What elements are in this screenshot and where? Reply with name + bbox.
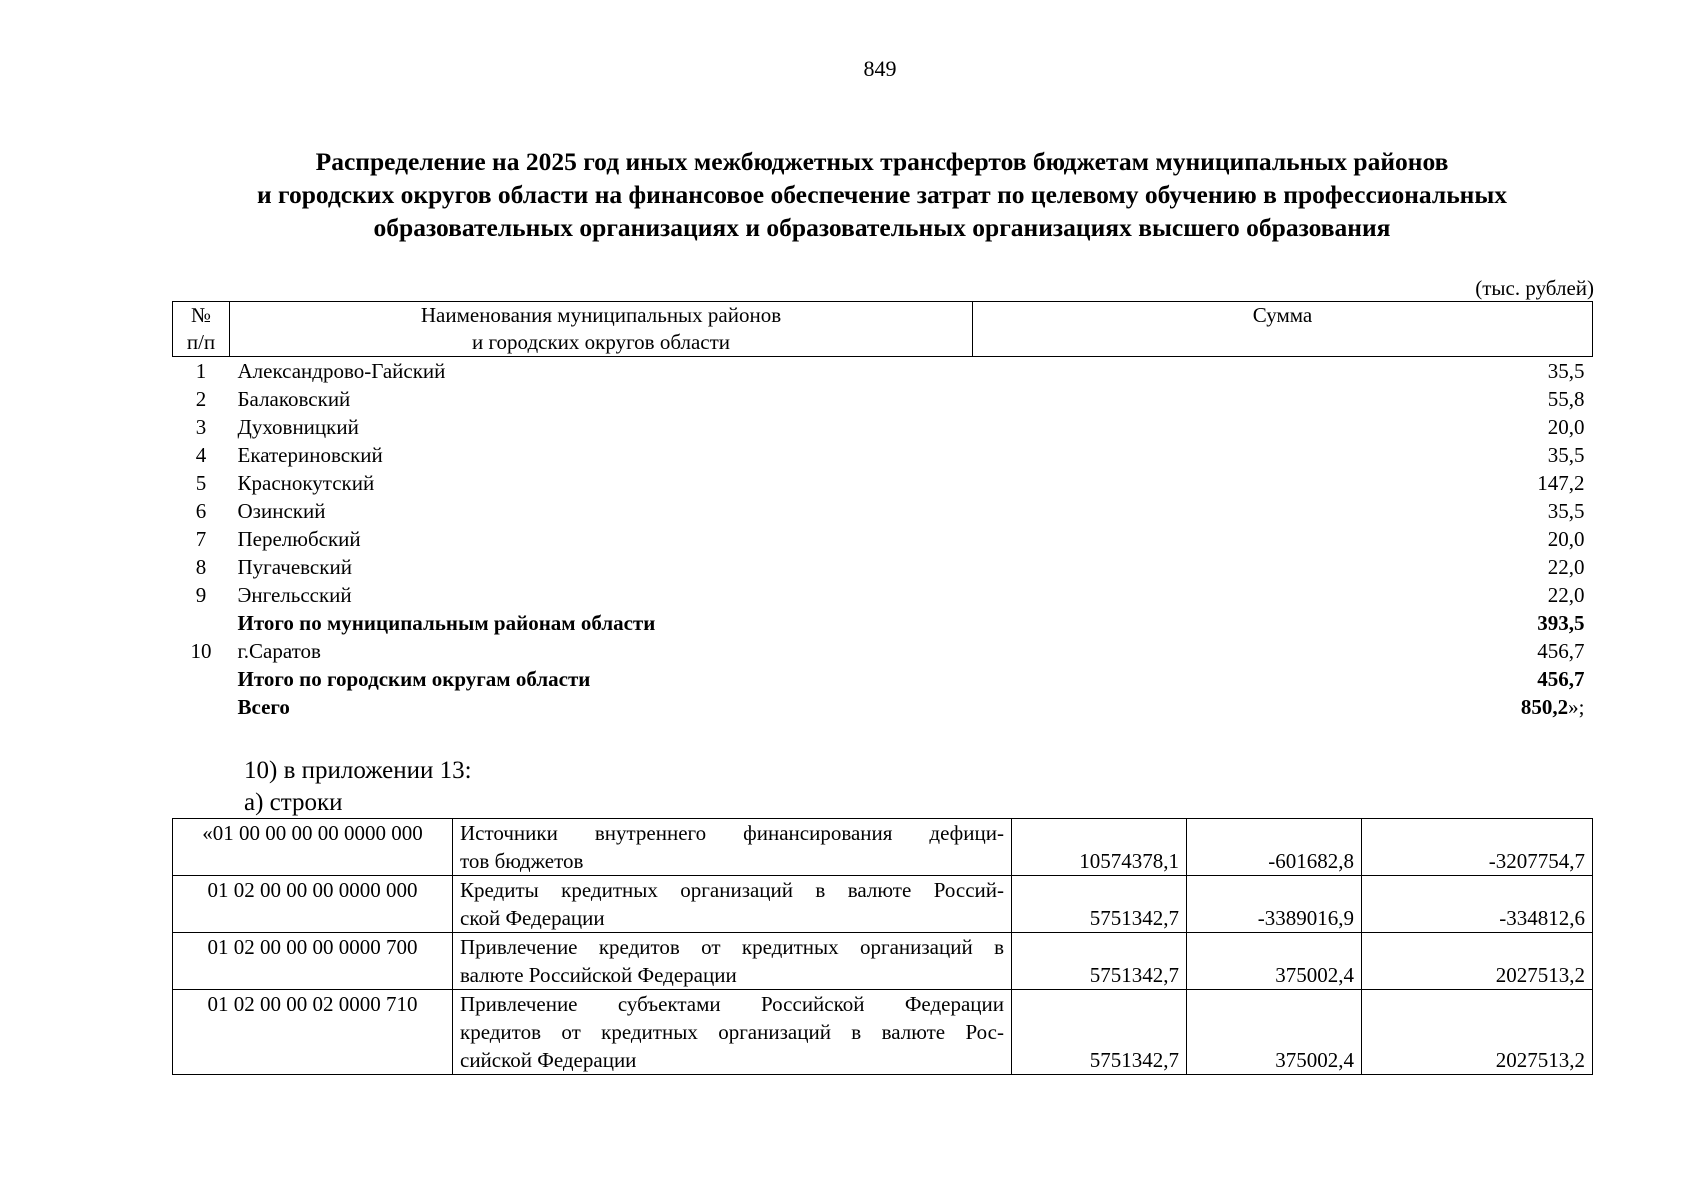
row-number: 10 <box>190 639 212 663</box>
table-row <box>173 819 1593 876</box>
table-row <box>173 933 1593 990</box>
table-row <box>173 385 1593 413</box>
row-value <box>973 385 1593 413</box>
row-number: 6 <box>195 499 207 523</box>
table-row <box>173 553 1593 581</box>
table-row <box>173 693 1593 721</box>
title-line-2: и городских округов области на финансовое обеспечение затрат по целевому обучению в профессиональных <box>256 180 1508 209</box>
row-name: Екатериновский <box>237 443 383 467</box>
row-name: Энгельсский <box>237 583 352 607</box>
row-number: 8 <box>195 555 207 579</box>
row-value-text: 22,0 <box>1547 583 1585 607</box>
budget-code: 01 02 00 00 00 0000 000 <box>173 876 453 933</box>
row-name: Перелюбский <box>237 527 361 551</box>
row-name: Балаковский <box>237 387 351 411</box>
table-row <box>173 609 1593 637</box>
table-row <box>173 357 1593 386</box>
amendment-subnote: а) строки <box>244 789 343 816</box>
row-value <box>973 609 1593 637</box>
row-value-text: 22,0 <box>1547 555 1585 579</box>
row-value-text: 456,7 <box>1537 639 1585 663</box>
page-number: 849 <box>863 56 897 81</box>
row-description <box>453 990 1012 1075</box>
description-line: Привлечение кредитов от кредитных организаций в <box>460 935 1004 959</box>
amendment-note: 10) в приложении 13: <box>244 757 472 784</box>
row-value <box>973 693 1593 721</box>
header-sum: Сумма <box>973 302 1593 357</box>
row-name: Духовницкий <box>237 415 359 439</box>
header-num-line1: № <box>190 303 212 327</box>
value-2027: 2027513,2 <box>1362 933 1593 990</box>
units-label: (тыс. рублей) <box>1475 276 1594 300</box>
value-2025: 5751342,7 <box>1012 876 1187 933</box>
row-description <box>453 819 1012 876</box>
header-name-line2: и городских округов области <box>471 330 731 354</box>
value-2026: -601682,8 <box>1187 819 1362 876</box>
row-name: г.Саратов <box>237 639 321 663</box>
table-row <box>173 469 1593 497</box>
description-line: ской Федерации <box>460 906 605 930</box>
description-line: кредитов от кредитных организаций в валюте Рос- <box>460 1020 1004 1044</box>
table-row <box>173 413 1593 441</box>
header-num-line2: п/п <box>186 330 216 354</box>
table-row <box>173 876 1593 933</box>
row-description <box>453 933 1012 990</box>
row-value <box>973 665 1593 693</box>
row-number <box>173 693 230 721</box>
title-line-3: образовательных организациях и образовательных организациях высшего образования <box>373 213 1391 242</box>
budget-code: «01 00 00 00 00 0000 000 <box>173 819 453 876</box>
row-number: 4 <box>195 443 207 467</box>
row-value-text: 147,2 <box>1537 471 1585 495</box>
row-number: 3 <box>195 415 207 439</box>
table-row <box>173 637 1593 665</box>
row-name: Озинский <box>237 499 326 523</box>
closing-quote: »; <box>1568 695 1585 719</box>
row-value-text: 35,5 <box>1547 499 1585 523</box>
value-2026: 375002,4 <box>1187 933 1362 990</box>
row-value <box>973 357 1593 386</box>
value-2027: 2027513,2 <box>1362 990 1593 1075</box>
row-value <box>973 637 1593 665</box>
row-value-text: 456,7 <box>1537 667 1585 691</box>
value-2027: -334812,6 <box>1362 876 1593 933</box>
table-row <box>173 441 1593 469</box>
row-value <box>973 497 1593 525</box>
distribution-table <box>172 301 1593 721</box>
row-value <box>973 581 1593 609</box>
header-name <box>230 302 973 357</box>
budget-code: 01 02 00 00 00 0000 700 <box>173 933 453 990</box>
value-2025: 5751342,7 <box>1012 933 1187 990</box>
value-2027: -3207754,7 <box>1362 819 1593 876</box>
row-value-text: 35,5 <box>1547 359 1585 383</box>
title-line-1: Распределение на 2025 год иных межбюджетных трансфертов бюджетам муниципальных районов <box>315 147 1449 176</box>
document-title <box>172 145 1592 244</box>
budget-code: 01 02 00 00 02 0000 710 <box>173 990 453 1075</box>
value-2026: -3389016,9 <box>1187 876 1362 933</box>
row-name: Пугачевский <box>237 555 352 579</box>
row-number: 2 <box>195 387 207 411</box>
value-2025: 10574378,1 <box>1012 819 1187 876</box>
table-row <box>173 581 1593 609</box>
row-value <box>973 469 1593 497</box>
row-name: Всего <box>237 695 290 719</box>
row-value <box>973 441 1593 469</box>
row-number: 9 <box>195 583 207 607</box>
row-name: Итого по городским округам области <box>237 667 591 691</box>
row-name: Александрово-Гайский <box>237 359 446 383</box>
row-value <box>973 553 1593 581</box>
row-value <box>973 413 1593 441</box>
header-num <box>173 302 230 357</box>
row-name: Итого по муниципальным районам области <box>237 611 656 635</box>
row-value-text: 393,5 <box>1537 611 1585 635</box>
row-number <box>173 665 230 693</box>
row-value-text: 20,0 <box>1547 527 1585 551</box>
row-number: 5 <box>195 471 207 495</box>
description-line: тов бюджетов <box>460 849 584 873</box>
description-line: Источники внутреннего финансирования дефици- <box>460 821 1004 845</box>
table-row <box>173 525 1593 553</box>
row-value-text: 35,5 <box>1547 443 1585 467</box>
row-number: 1 <box>195 359 207 383</box>
row-description <box>453 876 1012 933</box>
row-number: 7 <box>195 527 207 551</box>
row-value-text: 20,0 <box>1547 415 1585 439</box>
row-value-text: 850,2 <box>1520 695 1569 719</box>
description-line: Кредиты кредитных организаций в валюте Россий- <box>460 878 1004 902</box>
row-number <box>173 609 230 637</box>
row-name: Краснокутский <box>237 471 375 495</box>
sources-table <box>172 818 1593 1075</box>
value-2025: 5751342,7 <box>1012 990 1187 1075</box>
table-row <box>173 665 1593 693</box>
description-line: Привлечение субъектами Российской Федерации <box>460 992 1004 1016</box>
description-line: валюте Российской Федерации <box>460 963 737 987</box>
table-row <box>173 497 1593 525</box>
row-value <box>973 525 1593 553</box>
header-name-line1: Наименования муниципальных районов <box>420 303 782 327</box>
description-line: сийской Федерации <box>460 1048 637 1072</box>
table-row <box>173 990 1593 1075</box>
table-header-row <box>173 302 1593 357</box>
row-value-text: 55,8 <box>1547 387 1585 411</box>
value-2026: 375002,4 <box>1187 990 1362 1075</box>
